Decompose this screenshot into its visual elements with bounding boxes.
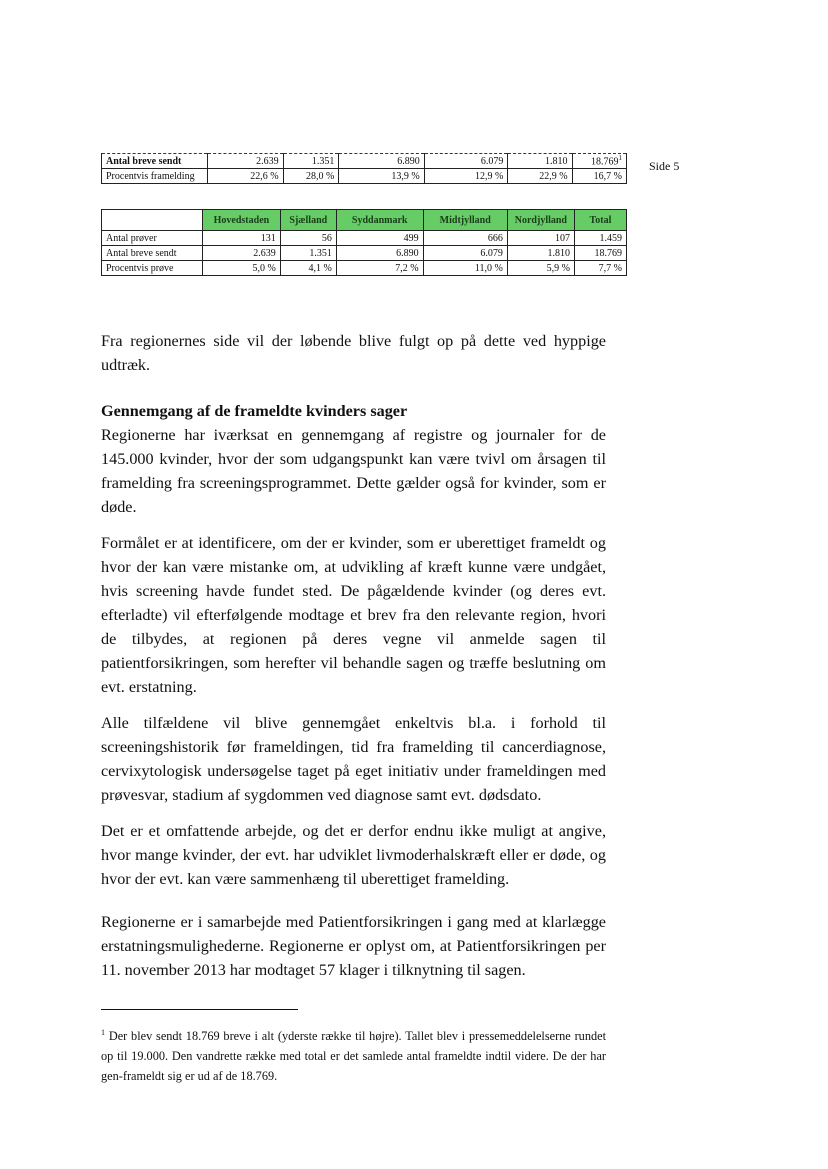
- footnote-marker: 1: [618, 154, 622, 163]
- table-cell: 2.639: [208, 154, 283, 169]
- table-cell: 666: [423, 231, 507, 246]
- table-cell: 22,9 %: [508, 169, 572, 184]
- paragraph: Det er et omfattende arbejde, og det er derfor endnu ikke muligt at angive, hvor mange kvinder, der evt. har udviklet livmoderhalskræft eller er døde, og hvor der evt. kan være sammenhæng til uberettiget framelding.: [101, 822, 606, 888]
- table-row: [102, 169, 627, 184]
- row-label: Procentvis prøve: [102, 261, 203, 276]
- table-cell: 5,9 %: [507, 261, 574, 276]
- table-cell: 131: [203, 231, 281, 246]
- table-cell: [572, 154, 626, 169]
- table-cell: 16,7 %: [572, 169, 626, 184]
- footnote-divider: [101, 1009, 298, 1010]
- table-header-row: [102, 210, 627, 231]
- table-cell: 56: [280, 231, 336, 246]
- table-cell: 18.769: [574, 246, 626, 261]
- table-cell: 7,2 %: [336, 261, 423, 276]
- header-blank: [102, 210, 203, 231]
- row-label: Antal prøver: [102, 231, 203, 246]
- table-cell: 499: [336, 231, 423, 246]
- table-cell: 1.810: [508, 154, 572, 169]
- column-header: Hovedstaden: [203, 210, 281, 231]
- column-header: Sjælland: [280, 210, 336, 231]
- paragraph: Regionerne er i samarbejde med Patientforsikringen i gang med at klarlægge erstatningsmulighederne. Regionerne er oplyst om, at Patientforsikringen per 11. november 2013 har modtaget 57 klager i tilknytning til sagen.: [101, 913, 606, 979]
- footnote-text: Der blev sendt 18.769 breve i alt (yderste række til højre). Tallet blev i pressemeddelelserne rundet op til 19.000. Den vandrette række med total er det samlede antal frameldte indtil videre. De der har gen-frameldt sig er ud af de 18.769.: [101, 1029, 606, 1084]
- table-cell: 11,0 %: [423, 261, 507, 276]
- column-header: Total: [574, 210, 626, 231]
- page-number: Side 5: [649, 159, 680, 173]
- paragraph: Regionerne har iværksat en gennemgang af registre og journaler for de 145.000 kvinder, hvor der som udgangspunkt kan være tvivl om årsagen til framelding fra screeningsprogrammet. Dette gælder også for kvinder, som er døde.: [101, 426, 606, 516]
- table-cell: 22,6 %: [208, 169, 283, 184]
- table-cell: 1.351: [280, 246, 336, 261]
- proever-table: [101, 209, 627, 276]
- table-row: [102, 261, 627, 276]
- table-cell: 12,9 %: [424, 169, 508, 184]
- footnote: [101, 1023, 606, 1086]
- table-cell: 4,1 %: [280, 261, 336, 276]
- paragraph: Formålet er at identificere, om der er kvinder, som er uberettiget frameldt og hvor der kan være mistanke om, at udvikling af kræft kunne være undgået, hvis screening havde fundet sted. De pågældende kvinder (og deres evt. efterladte) vil efterfølgende modtage et brev fra den relevante region, hvori de tilbydes, at regionen på deres vegne vil anmelde sagen til patientforsikringen, som herefter vil behandle sagen og træffe beslutning om evt. erstatning.: [101, 534, 606, 696]
- footnote-marker: 1: [101, 1028, 105, 1037]
- table-cell: 5,0 %: [203, 261, 281, 276]
- table-cell: 1.810: [507, 246, 574, 261]
- column-header: Nordjylland: [507, 210, 574, 231]
- table-cell: 107: [507, 231, 574, 246]
- table-row: [102, 231, 627, 246]
- table-cell: 1.351: [283, 154, 339, 169]
- table-cell: 6.079: [424, 154, 508, 169]
- table-row: [102, 154, 627, 169]
- table-cell: 28,0 %: [283, 169, 339, 184]
- table-cell: 7,7 %: [574, 261, 626, 276]
- row-label: Antal breve sendt: [102, 154, 208, 169]
- column-header: Syddanmark: [336, 210, 423, 231]
- row-label: Antal breve sendt: [102, 246, 203, 261]
- section-block: [101, 399, 606, 519]
- paragraph: Fra regionernes side vil der løbende blive fulgt op på dette ved hyppige udtræk.: [101, 332, 606, 374]
- table-cell: 13,9 %: [339, 169, 424, 184]
- total-value: 18.769: [591, 156, 619, 168]
- table-cell: 6.079: [423, 246, 507, 261]
- table-row: [102, 246, 627, 261]
- section-heading: Gennemgang af de frameldte kvinders sager: [101, 402, 408, 420]
- table-cell: 1.459: [574, 231, 626, 246]
- framelding-table: [101, 153, 627, 184]
- table-cell: 6.890: [336, 246, 423, 261]
- column-header: Midtjylland: [423, 210, 507, 231]
- table-cell: 6.890: [339, 154, 424, 169]
- row-label: Procentvis framelding: [102, 169, 208, 184]
- paragraph: Alle tilfældene vil blive gennemgået enkeltvis bl.a. i forhold til screeningshistorik før frameldingen, tid fra framelding til cancerdiagnose, cervixytologisk undersøgelse taget på eget initiativ under frameldingen med prøvesvar, stadium af sygdommen ved diagnose samt evt. dødsdato.: [101, 714, 606, 804]
- table-cell: 2.639: [203, 246, 281, 261]
